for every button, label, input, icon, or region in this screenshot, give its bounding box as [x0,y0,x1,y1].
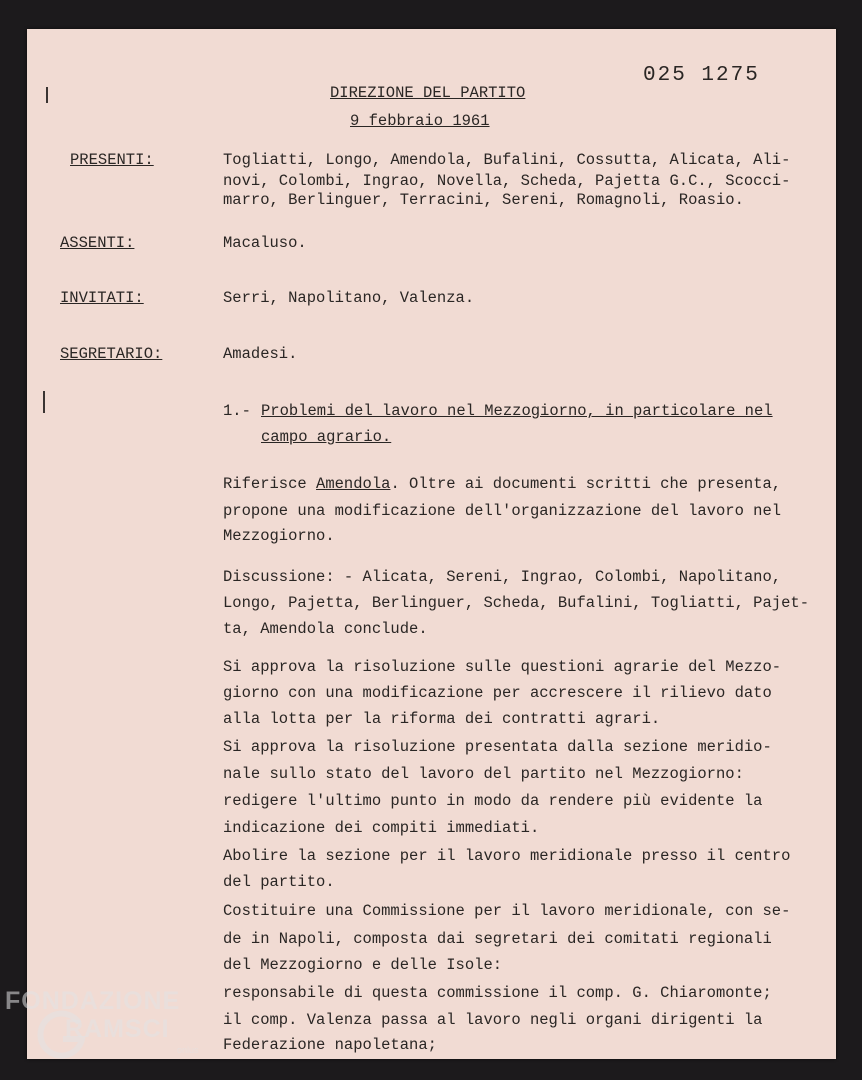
document-number: 025 1275 [643,64,760,87]
resolution-line: Si approva la risoluzione sulle questioni agrarie del Mezzo- [223,658,782,676]
resolution-line: nale sullo stato del lavoro del partito nel Mezzogiorno: [223,765,744,783]
segretario-value: Amadesi. [223,345,298,363]
resolution-line: de in Napoli, composta dai segretari dei comitati regionali [223,930,772,948]
resolution-line: giorno con una modificazione per accrescere il rilievo dato [223,684,772,702]
resolution-line: del Mezzogiorno e delle Isole: [223,956,503,974]
resolution-line: indicazione dei compiti immediati. [223,819,540,837]
presenti-line: marro, Berlinguer, Terracini, Sereni, Romagnoli, Roasio. [223,191,744,209]
margin-mark [43,391,45,413]
document-date: 9 febbraio 1961 [350,112,490,130]
resolution-line: Si approva la risoluzione presentata dalla sezione meridio- [223,738,772,756]
resolution-line: Abolire la sezione per il lavoro meridionale presso il centro [223,847,791,865]
watermark-suffix: onlus [177,1045,199,1055]
document-title: DIREZIONE DEL PARTITO [330,84,526,102]
report-rest: . Oltre ai documenti scritti che presenta, [390,475,782,493]
agenda-item-title: Problemi del lavoro nel Mezzogiorno, in particolare nel [261,402,773,420]
resolution-line: Federazione napoletana; [223,1036,437,1054]
document-page [27,29,836,1059]
resolution-line: alla lotta per la riforma dei contratti agrari. [223,710,661,728]
report-speaker: Amendola [316,475,391,493]
margin-mark [46,87,48,103]
resolution-line: del partito. [223,873,335,891]
invitati-value: Serri, Napolitano, Valenza. [223,289,475,307]
invitati-label: INVITATI: [60,289,144,307]
resolution-line: responsabile di questa commissione il comp. G. Chiaromonte; [223,984,772,1002]
presenti-line: novi, Colombi, Ingrao, Novella, Scheda, Pajetta G.C., Scocci- [223,172,791,190]
report-line [223,475,781,493]
report-line: propone una modificazione dell'organizzazione del lavoro nel [223,502,782,520]
resolution-line: Costituire una Commissione per il lavoro meridionale, con se- [223,902,791,920]
resolution-line: redigere l'ultimo punto in modo da rendere più evidente la [223,792,763,810]
watermark-line2: RAMSCI [65,1015,170,1043]
assenti-value: Macaluso. [223,234,307,252]
presenti-label: PRESENTI: [70,151,154,169]
discussion-line: Longo, Pajetta, Berlinguer, Scheda, Bufalini, Togliatti, Pajet- [223,594,809,612]
report-prefix: Riferisce [223,475,317,493]
agenda-item-number: 1.- [223,402,251,420]
presenti-line: Togliatti, Longo, Amendola, Bufalini, Cossutta, Alicata, Ali- [223,151,791,169]
report-line: Mezzogiorno. [223,527,335,545]
assenti-label: ASSENTI: [60,234,135,252]
agenda-item-title: campo agrario. [261,428,392,446]
discussion-line: ta, Amendola conclude. [223,620,428,638]
resolution-line: il comp. Valenza passa al lavoro negli organi dirigenti la [223,1011,763,1029]
watermark-line1: FONDAZIONE [5,987,181,1015]
discussion-line: Discussione: - Alicata, Sereni, Ingrao, Colombi, Napolitano, [223,568,782,586]
fondazione-gramsci-watermark [5,987,225,1067]
segretario-label: SEGRETARIO: [60,345,163,363]
